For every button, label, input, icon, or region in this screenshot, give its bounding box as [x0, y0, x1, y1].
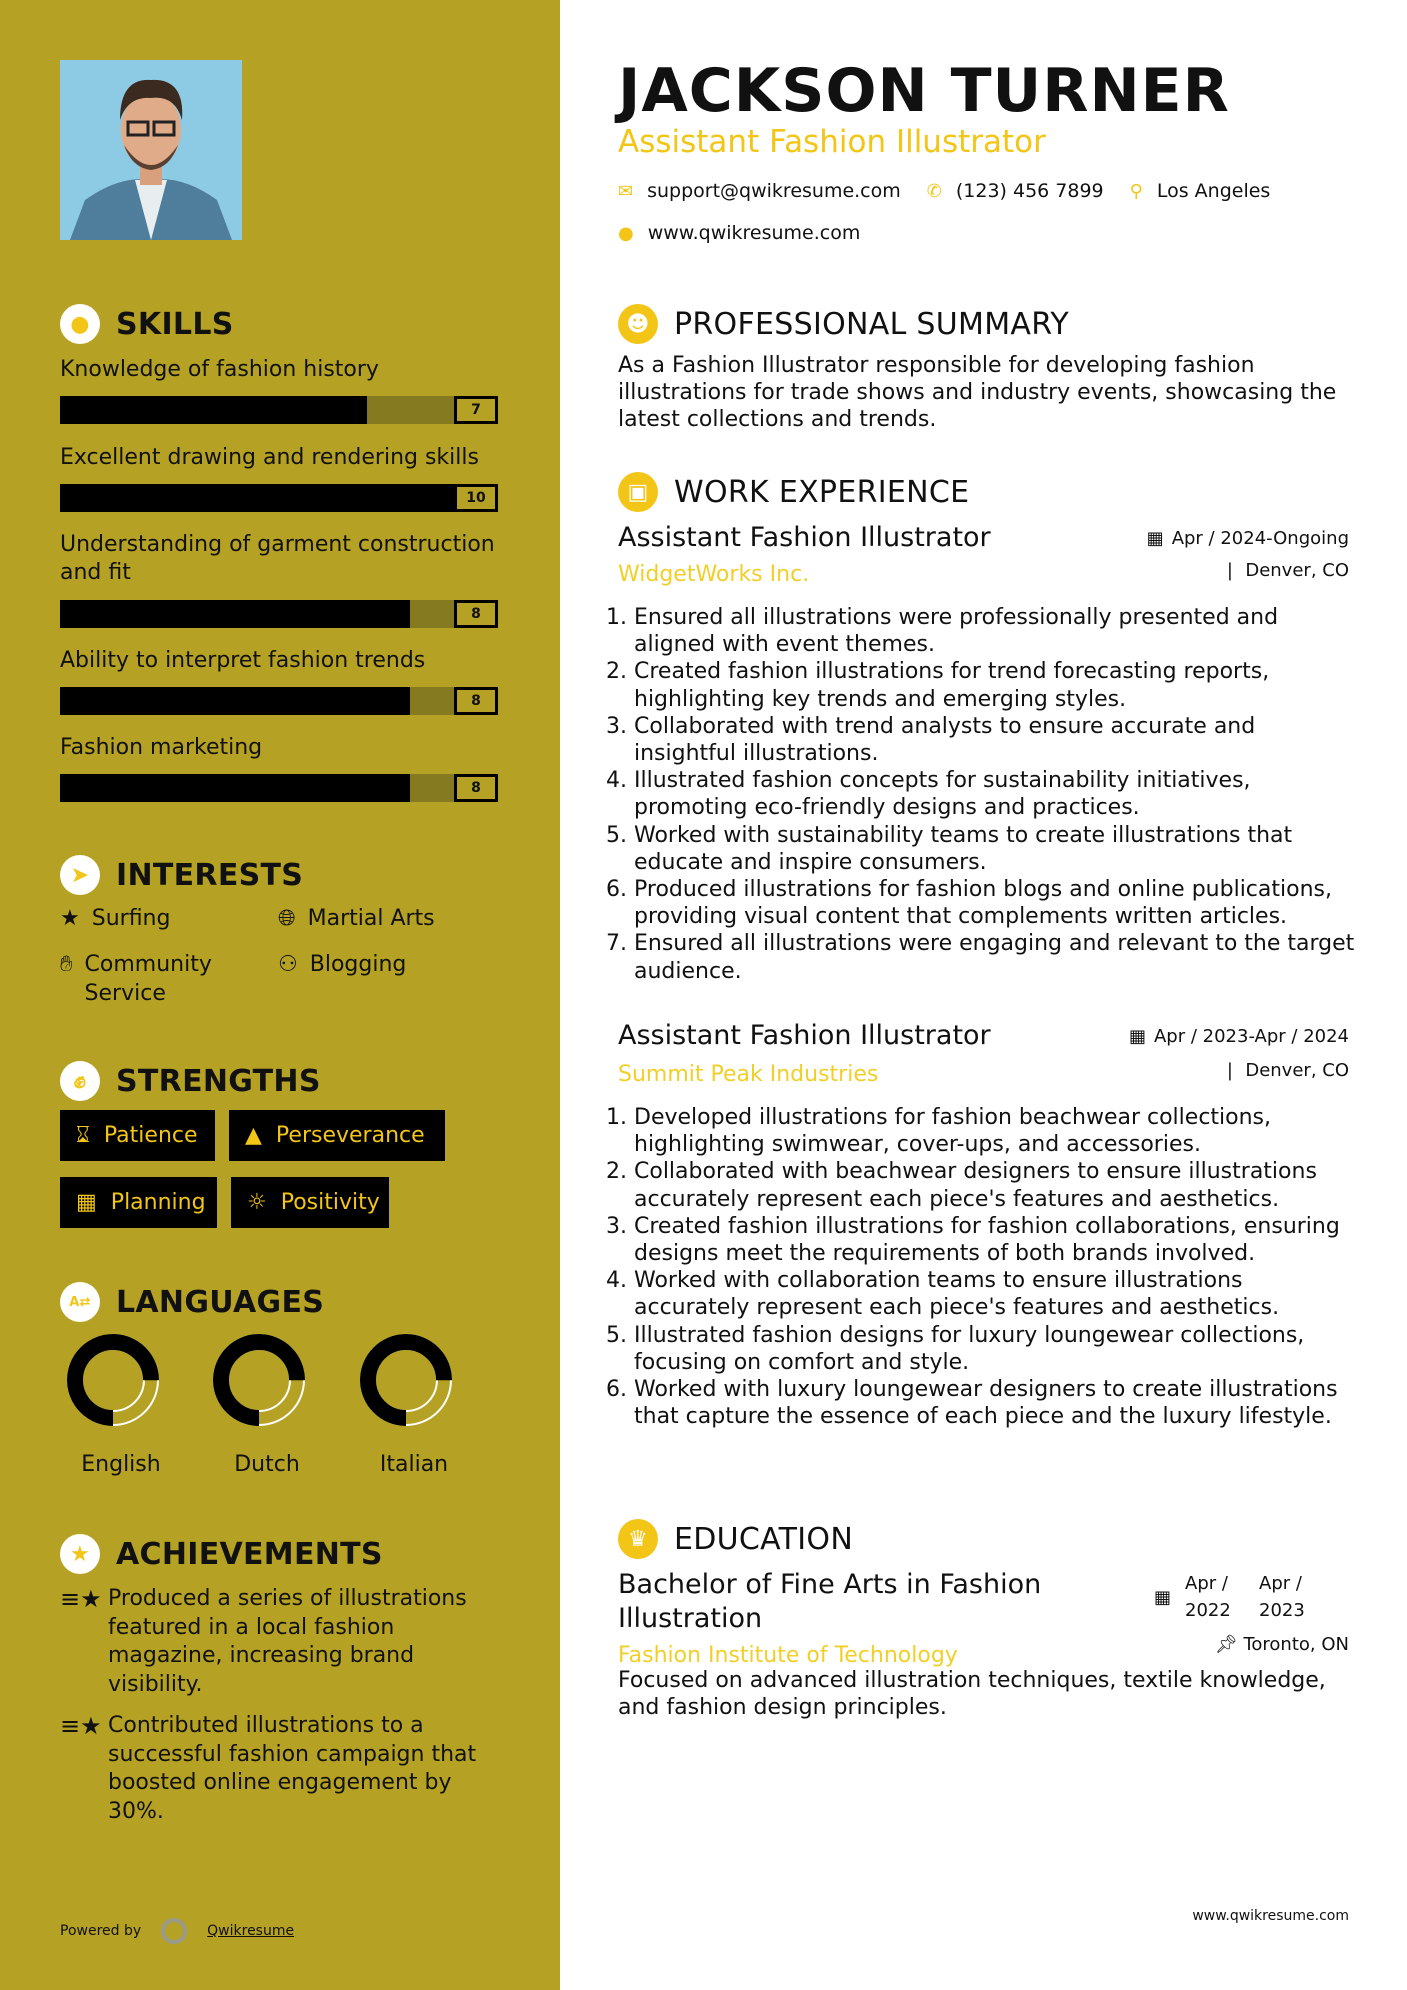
- pushpin-icon: 📌︎: [1214, 1634, 1244, 1655]
- job-bullet: 2. Collaborated with beachwear designers to ensure illustrations accurately represent each piece's features and aesthetics.: [634, 1158, 1364, 1212]
- job-dates: [1129, 1026, 1349, 1047]
- globe-icon: 🌐︎: [278, 906, 296, 931]
- job-bullet: 4. Worked with collaboration teams to ensure illustrations accurately represent each piece's features and aesthetics.: [634, 1267, 1364, 1321]
- degree-title: Bachelor of Fine Arts in Fashion Illustration: [618, 1569, 1042, 1634]
- envelope-icon: ✉: [618, 180, 634, 202]
- job-bullet: 2. Created fashion illustrations for trend forecasting reports, highlighting key trends and emerging styles.: [634, 658, 1364, 712]
- skill-value: 7: [454, 396, 498, 424]
- paper-plane-icon: ➤: [60, 855, 100, 895]
- skill-label: Knowledge of fashion history: [60, 357, 379, 382]
- job-bullet: 1. Ensured all illustrations were professionally presented and aligned with event themes.: [634, 604, 1364, 658]
- interest-item: [278, 950, 406, 979]
- languages-heading-text: LANGUAGES: [116, 1284, 325, 1320]
- qwikresume-link[interactable]: Qwikresume: [207, 1923, 295, 1939]
- interest-label: Martial Arts: [307, 906, 435, 931]
- job-location-text: Denver, CO: [1245, 560, 1349, 581]
- skill-bar: [60, 687, 498, 715]
- lightbulb-icon: ●: [60, 304, 100, 344]
- strength-label: Patience: [103, 1123, 198, 1148]
- interest-label: Surfing: [91, 906, 171, 931]
- achievement-item: [60, 1585, 500, 1699]
- globe-icon: ●: [618, 222, 634, 244]
- interests-heading: [60, 855, 303, 895]
- powered-by: [60, 1918, 294, 1944]
- profile-photo: [60, 60, 242, 240]
- summary-heading-text: PROFESSIONAL SUMMARY: [674, 306, 1070, 342]
- star-icon: ★: [60, 906, 80, 931]
- candidate-name: JACKSON TURNER: [618, 56, 1230, 126]
- education-end: Apr / 2023: [1259, 1573, 1305, 1621]
- interest-label: Community Service: [84, 952, 212, 1006]
- achievement-item: [60, 1712, 500, 1826]
- hourglass-icon: ⌛︎: [76, 1123, 90, 1148]
- skill-value: 8: [454, 774, 498, 802]
- contact-row: [618, 180, 1270, 202]
- footer-url: www.qwikresume.com: [1192, 1908, 1349, 1924]
- education-dates: [1154, 1570, 1319, 1624]
- candidate-title: Assistant Fashion Illustrator: [618, 124, 1046, 160]
- skill-label: Fashion marketing: [60, 735, 263, 760]
- star-badge-icon: ★: [60, 1534, 100, 1574]
- location-text: Los Angeles: [1156, 180, 1271, 202]
- language-label: Italian: [379, 1452, 449, 1477]
- job-bullets: [612, 604, 1364, 985]
- languages-heading: [60, 1282, 324, 1322]
- skill-bar: [60, 396, 498, 424]
- job-bullets: [612, 1104, 1364, 1430]
- skill-value: 8: [454, 600, 498, 628]
- job-title: Assistant Fashion Illustrator: [618, 1020, 991, 1051]
- achievements-heading-text: ACHIEVEMENTS: [116, 1536, 383, 1572]
- users-icon: ⚇: [278, 952, 298, 977]
- job-bullet: 3. Collaborated with trend analysts to ensure accurate and insightful illustrations.: [634, 713, 1364, 767]
- achievement-text: Produced a series of illustrations featured in a local fashion magazine, increasing brand visibility.: [108, 1586, 467, 1697]
- website-link[interactable]: www.qwikresume.com: [647, 222, 861, 244]
- sun-icon: ☼: [247, 1190, 267, 1215]
- job-bullet: 7. Ensured all illustrations were engaging and relevant to the target audience.: [634, 930, 1364, 984]
- skill-bar: [60, 774, 498, 802]
- summary-heading: [618, 304, 1069, 344]
- strength-label: Perseverance: [275, 1123, 425, 1148]
- job-location: [1222, 1060, 1349, 1081]
- education-location: [1215, 1634, 1349, 1655]
- fist-icon: ✊︎: [60, 1061, 100, 1101]
- email-link[interactable]: support@qwikresume.com: [647, 180, 901, 202]
- phone-icon: ✆: [926, 180, 942, 202]
- achievement-text: Contributed illustrations to a successful fashion campaign that boosted online engagement by 30%.: [108, 1713, 477, 1824]
- language-donut: [356, 1330, 456, 1430]
- sidebar: [0, 0, 560, 1990]
- education-location-text: Toronto, ON: [1243, 1634, 1349, 1655]
- skill-label: Excellent drawing and rendering skills: [60, 445, 479, 470]
- strength-chip: [60, 1177, 217, 1228]
- job-bullet: 6. Worked with luxury loungewear designers to create illustrations that capture the essence of each piece and the luxury lifestyle.: [634, 1376, 1364, 1430]
- strength-chip: [229, 1110, 445, 1161]
- skill-value: 8: [454, 687, 498, 715]
- summary-text: As a Fashion Illustrator responsible for developing fashion illustrations for trade shows and industry events, showcasing the latest collections and trends.: [618, 353, 1337, 432]
- interest-item: [60, 904, 170, 933]
- job-dates-text: Apr / 2024-Ongoing: [1171, 528, 1349, 549]
- skills-heading-text: SKILLS: [116, 306, 234, 342]
- calendar-icon: ▦: [1128, 1026, 1146, 1047]
- skill-bar-fill: [60, 600, 410, 628]
- work-heading-text: WORK EXPERIENCE: [674, 474, 970, 510]
- calendar-icon: ▦: [76, 1190, 97, 1215]
- skill-label: Ability to interpret fashion trends: [60, 648, 426, 673]
- company-name: WidgetWorks Inc.: [618, 562, 810, 587]
- hand-icon: ✋︎: [60, 952, 73, 977]
- shooting-star-icon: ≡★: [60, 1585, 102, 1613]
- skill-bar-fill: [60, 774, 410, 802]
- calendar-icon: ▦: [1146, 528, 1164, 549]
- skill-label: Understanding of garment construction and fit: [60, 532, 495, 585]
- interests-heading-text: INTERESTS: [116, 857, 304, 893]
- skill-bar-fill: [60, 484, 498, 512]
- map-pin-icon: ⚲: [1129, 180, 1143, 202]
- company-name: Summit Peak Industries: [618, 1062, 879, 1087]
- education-heading: [618, 1519, 853, 1559]
- achievements-heading: [60, 1534, 383, 1574]
- education-start: Apr / 2022: [1185, 1573, 1231, 1621]
- job-bullet: 3. Created fashion illustrations for fashion collaborations, ensuring designs meet the requirements of both brands involved.: [634, 1213, 1364, 1267]
- language-donut: [63, 1330, 163, 1430]
- briefcase-icon: ▣: [618, 472, 658, 512]
- job-dates: [1147, 528, 1349, 549]
- strengths-heading: [60, 1061, 321, 1101]
- strength-chip: [60, 1110, 215, 1161]
- education-heading-text: EDUCATION: [674, 1521, 854, 1557]
- skill-value: 10: [454, 484, 498, 512]
- work-heading: [618, 472, 969, 512]
- job-bullet: 6. Produced illustrations for fashion blogs and online publications, providing visual content that complements written articles.: [634, 876, 1364, 930]
- job-bullet: 5. Worked with sustainability teams to create illustrations that educate and inspire consumers.: [634, 822, 1364, 876]
- website-row: [618, 222, 860, 244]
- job-bullet: 1. Developed illustrations for fashion beachwear collections, highlighting swimwear, cover-ups, and accessories.: [634, 1104, 1364, 1158]
- strength-label: Positivity: [280, 1190, 380, 1215]
- interest-label: Blogging: [309, 952, 407, 977]
- translate-icon: A⇄: [60, 1282, 100, 1322]
- language-label: English: [81, 1452, 161, 1477]
- school-name: Fashion Institute of Technology: [618, 1643, 958, 1668]
- skills-heading: [60, 304, 234, 344]
- road-icon: ▲: [245, 1123, 262, 1148]
- pushpin-icon: ❘: [1222, 1060, 1238, 1081]
- language-donut: [209, 1330, 309, 1430]
- phone-text: (123) 456 7899: [955, 180, 1104, 202]
- skill-bar-fill: [60, 396, 367, 424]
- job-dates-text: Apr / 2023-Apr / 2024: [1153, 1026, 1349, 1047]
- powered-by-label: Powered by: [60, 1923, 142, 1939]
- qwikresume-logo-icon: [161, 1918, 187, 1944]
- strength-chip: [231, 1177, 389, 1228]
- interest-item: [60, 950, 250, 1008]
- strength-label: Planning: [110, 1190, 206, 1215]
- graduation-icon: ♛: [618, 1519, 658, 1559]
- education-text: Focused on advanced illustration techniques, textile knowledge, and fashion design principles.: [618, 1668, 1326, 1720]
- job-location-text: Denver, CO: [1245, 1060, 1349, 1081]
- skill-bar: [60, 600, 498, 628]
- interest-item: [278, 904, 435, 933]
- job-bullet: 5. Illustrated fashion designs for luxury loungewear collections, focusing on comfort and style.: [634, 1322, 1364, 1376]
- job-location: [1222, 560, 1349, 581]
- skill-bar-fill: [60, 687, 410, 715]
- pushpin-icon: ❘: [1222, 560, 1238, 581]
- language-label: Dutch: [234, 1452, 300, 1477]
- user-icon: ☻: [618, 304, 658, 344]
- job-bullet: 4. Illustrated fashion concepts for sustainability initiatives, promoting eco-friendly designs and practices.: [634, 767, 1364, 821]
- job-title: Assistant Fashion Illustrator: [618, 522, 991, 553]
- skill-bar: [60, 484, 498, 512]
- shooting-star-icon: ≡★: [60, 1712, 102, 1740]
- strengths-heading-text: STRENGTHS: [116, 1063, 321, 1099]
- calendar-icon: ▦: [1154, 1587, 1172, 1608]
